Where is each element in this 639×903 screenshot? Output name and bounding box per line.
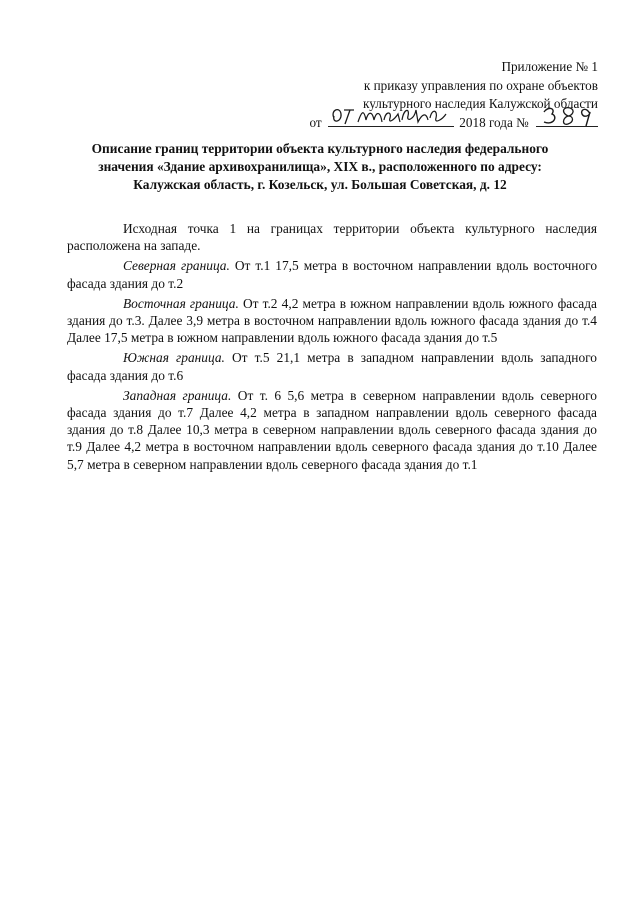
south-boundary-text: От т.5 21,1 метра в западном направлении вдоль западного фасада здания до т.6 [67,350,597,383]
year-text: 2018 года № [459,114,529,130]
paragraph-north-boundary [67,257,597,291]
paragraph-east-boundary [67,295,597,347]
north-boundary-label: Северная граница. [123,258,230,274]
west-boundary-label: Западная граница. [123,387,232,403]
title-line-1: Описание границ территории объекта культурного наследия федерального [91,141,549,156]
document-body [67,220,597,476]
appendix-order-line: к приказу управления по охране объектов [363,77,598,93]
handwritten-number [536,114,598,127]
appendix-authority-line: культурного наследия Калужской области [363,96,598,111]
north-boundary-text: От т.1 17,5 метра в восточном направлении вдоль восточного фасада здания до т.2 [67,258,598,291]
east-boundary-label: Восточная граница. [123,295,239,311]
handwritten-date [328,114,454,127]
paragraph-west-boundary [67,387,597,473]
handwritten-number-signature [536,104,598,128]
appendix-date-line [310,114,599,133]
east-boundary-text: От т.2 4,2 метра в южном направлении вдоль южного фасада здания до т.3. Далее 3,9 метра в восточном направлении вдоль южного фасада здания до т.4 Далее 17,5 метра в южном направлении вдоль южного фасада здания до т.5 [67,295,597,346]
appendix-number: Приложение № 1 [501,59,598,74]
handwritten-date-signature [328,104,454,128]
document-title [60,140,580,194]
south-boundary-label: Южная граница. [123,350,225,366]
title-line-2: значения «Здание архивохранилища», XIX в., расположенного по адресу: [98,159,542,174]
appendix-header [310,58,599,132]
date-prefix: от [309,114,322,130]
paragraph-origin: Исходная точка 1 на границах территории объекта культурного наследия расположена на западе. [67,221,597,254]
paragraph-south-boundary [67,349,597,383]
west-boundary-text: От т. 6 5,6 метра в северном направлении вдоль северного фасада здания до т.7 Далее 4,2 метра в западном направлении вдоль северного фасада здания до т.8 Далее 10,3 метра в северном направлении вдоль северного фасада здания до т.9 Далее 4,2 метра в восточном направлении вдоль северного фасада здания до т.10 Далее 5,7 метра в северном направлении вдоль северного фасада здания до т.1 [67,387,597,472]
title-line-3: Калужская область, г. Козельск, ул. Большая Советская, д. 12 [133,177,507,192]
